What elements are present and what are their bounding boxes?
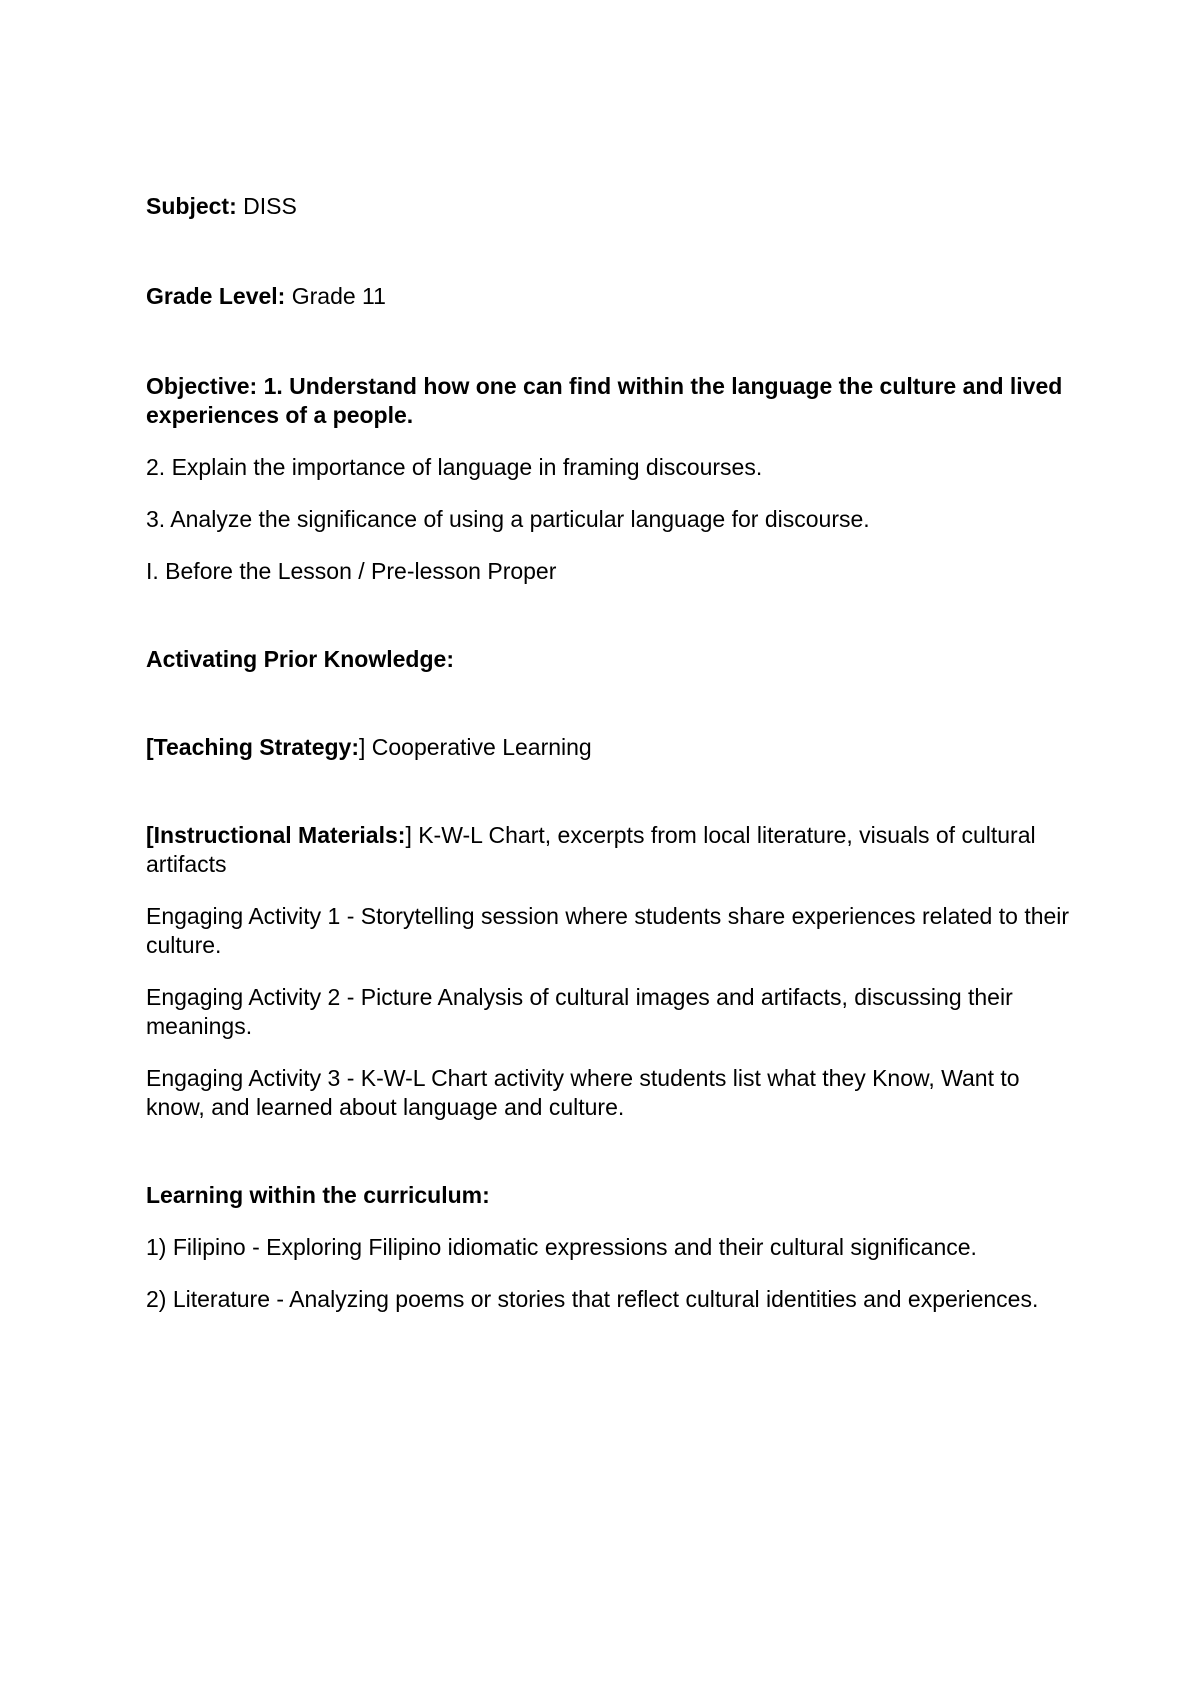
objective-item-2: 2. Explain the importance of language in framing discourses. [146,454,763,480]
teaching-strategy-bracket: ] [359,734,366,760]
teaching-strategy-line [146,733,1076,762]
objective-item-3: 3. Analyze the significance of using a particular language for discourse. [146,506,870,532]
curriculum-item-filipino: 1) Filipino - Exploring Filipino idiomatic expressions and their cultural significance. [146,1234,977,1260]
engaging-activity-3: Engaging Activity 3 - K-W-L Chart activity where students list what they Know, Want to know, and learned about language and culture. [146,1065,1020,1120]
grade-level-line [146,282,1076,311]
instructional-materials-line [146,821,1076,879]
instructional-materials-label: [Instructional Materials: [146,822,406,848]
teaching-strategy-value: Cooperative Learning [365,734,592,760]
teaching-strategy-label: [Teaching Strategy: [146,734,359,760]
subject-value: DISS [236,193,297,219]
instructional-materials-value: K-W-L Chart, excerpts from local literature, visuals of cultural artifacts [146,822,1036,877]
document-body [146,192,1076,1314]
grade-level-label: Grade Level: [146,283,286,309]
objective-line [146,372,1076,430]
subject-label: Subject: [146,193,237,219]
subject-line [146,192,1076,221]
engaging-activity-1: Engaging Activity 1 - Storytelling session where students share experiences related to their culture. [146,903,1070,958]
activating-prior-knowledge-heading: Activating Prior Knowledge: [146,646,454,672]
engaging-activity-2: Engaging Activity 2 - Picture Analysis of cultural images and artifacts, discussing their meanings. [146,984,1013,1039]
objective-item-1: 1. Understand how one can find within the language the culture and lived experiences of a people. [146,373,1063,428]
section-heading: I. Before the Lesson / Pre-lesson Proper [146,558,557,584]
curriculum-heading: Learning within the curriculum: [146,1182,490,1208]
curriculum-item-literature: 2) Literature - Analyzing poems or stories that reflect cultural identities and experiences. [146,1286,1039,1312]
grade-level-value: Grade 11 [285,283,386,309]
objective-label: Objective: [146,373,258,399]
instructional-materials-bracket: ] [405,822,412,848]
